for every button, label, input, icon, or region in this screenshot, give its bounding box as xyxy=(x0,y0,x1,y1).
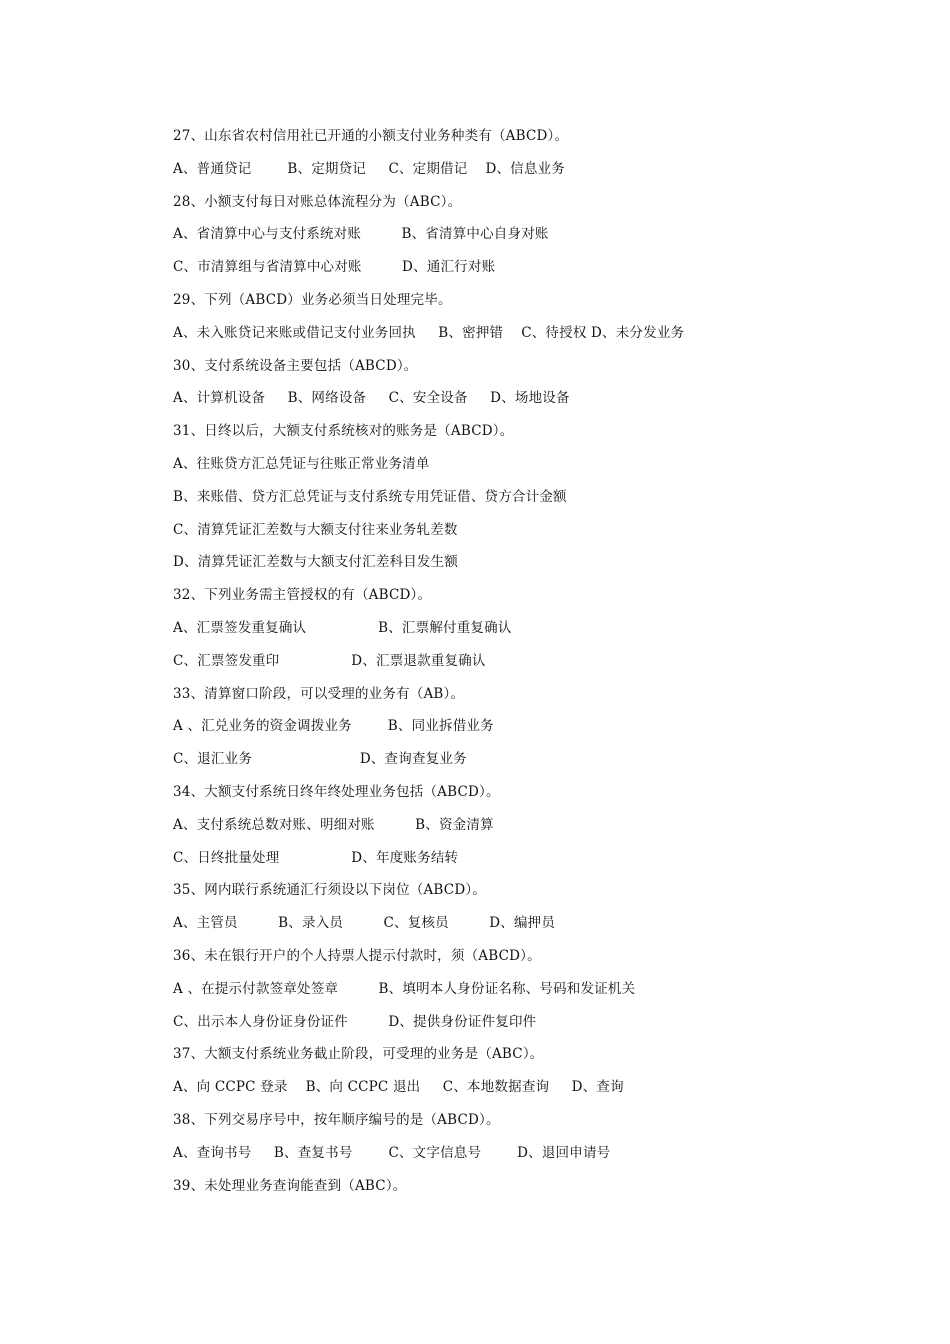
question-29: 29、下列（ABCD）业务必须当日处理完毕。 xyxy=(173,291,452,308)
question-30: 30、支付系统设备主要包括（ABCD）。 xyxy=(173,357,418,374)
question-32: 32、下列业务需主管授权的有（ABCD）。 xyxy=(173,587,432,604)
question-36: 36、未在银行开户的个人持票人提示付款时，须（ABCD）。 xyxy=(173,947,541,964)
options-28-ab: A、省清算中心与支付系统对账 B、省清算中心自身对账 xyxy=(173,226,549,243)
options-34-ab: A、支付系统总数对账、明细对账 B、资金清算 xyxy=(173,816,494,833)
question-27: 27、山东省农村信用社已开通的小额支付业务种类有（ABCD）。 xyxy=(173,128,569,144)
option-31-c: C、清算凭证汇差数与大额支付往来业务轧差数 xyxy=(173,521,458,538)
question-31: 31、日终以后，大额支付系统核对的账务是（ABCD）。 xyxy=(173,423,514,440)
question-list xyxy=(173,125,873,1207)
question-37: 37、大额支付系统业务截止阶段，可受理的业务是（ABC）。 xyxy=(173,1046,544,1063)
question-39: 39、未处理业务查询能查到（ABC）。 xyxy=(173,1177,407,1194)
options-37: A、向 CCPC 登录 B、向 CCPC 退出 C、本地数据查询 D、查询 xyxy=(173,1079,624,1096)
options-29: A、未入账贷记来账或借记支付业务回执 B、密押错 C、待授权 D、未分发业务 xyxy=(173,324,685,341)
question-34: 34、大额支付系统日终年终处理业务包括（ABCD）。 xyxy=(173,783,500,800)
options-32-cd: C、汇票签发重印 D、汇票退款重复确认 xyxy=(173,652,486,669)
options-38: A、查询书号 B、查复书号 C、文字信息号 D、退回申请号 xyxy=(173,1144,611,1161)
options-30: A、计算机设备 B、网络设备 C、安全设备 D、场地设备 xyxy=(173,390,570,407)
options-28-cd: C、市清算组与省清算中心对账 D、通汇行对账 xyxy=(173,259,496,276)
question-38: 38、下列交易序号中，按年顺序编号的是（ABCD）。 xyxy=(173,1111,500,1128)
options-33-cd: C、退汇业务 D、查询查复业务 xyxy=(173,751,467,768)
options-32-ab: A、汇票签发重复确认 B、汇票解付重复确认 xyxy=(173,619,512,636)
question-33: 33、清算窗口阶段，可以受理的业务有（AB）。 xyxy=(173,685,465,702)
options-33-ab: A 、汇兑业务的资金调拨业务 B、同业拆借业务 xyxy=(173,718,494,735)
option-31-b: B、来账借、贷方汇总凭证与支付系统专用凭证借、贷方合计金额 xyxy=(173,488,567,505)
question-35: 35、网内联行系统通汇行须设以下岗位（ABCD）。 xyxy=(173,882,487,899)
options-27: A、普通贷记 B、定期贷记 C、定期借记 D、信息业务 xyxy=(173,160,565,177)
question-28: 28、小额支付每日对账总体流程分为（ABC）。 xyxy=(173,193,462,210)
option-31-a: A、往账贷方汇总凭证与往账正常业务清单 xyxy=(173,455,430,472)
options-34-cd: C、日终批量处理 D、年度账务结转 xyxy=(173,849,459,866)
option-31-d: D、清算凭证汇差数与大额支付汇差科目发生额 xyxy=(173,554,459,571)
options-36-cd: C、出示本人身份证身份证件 D、提供身份证件复印件 xyxy=(173,1013,537,1030)
options-35: A、主管员 B、录入员 C、复核员 D、编押员 xyxy=(173,915,556,932)
options-36-ab: A 、在提示付款签章处签章 B、填明本人身份证名称、号码和发证机关 xyxy=(173,980,636,997)
